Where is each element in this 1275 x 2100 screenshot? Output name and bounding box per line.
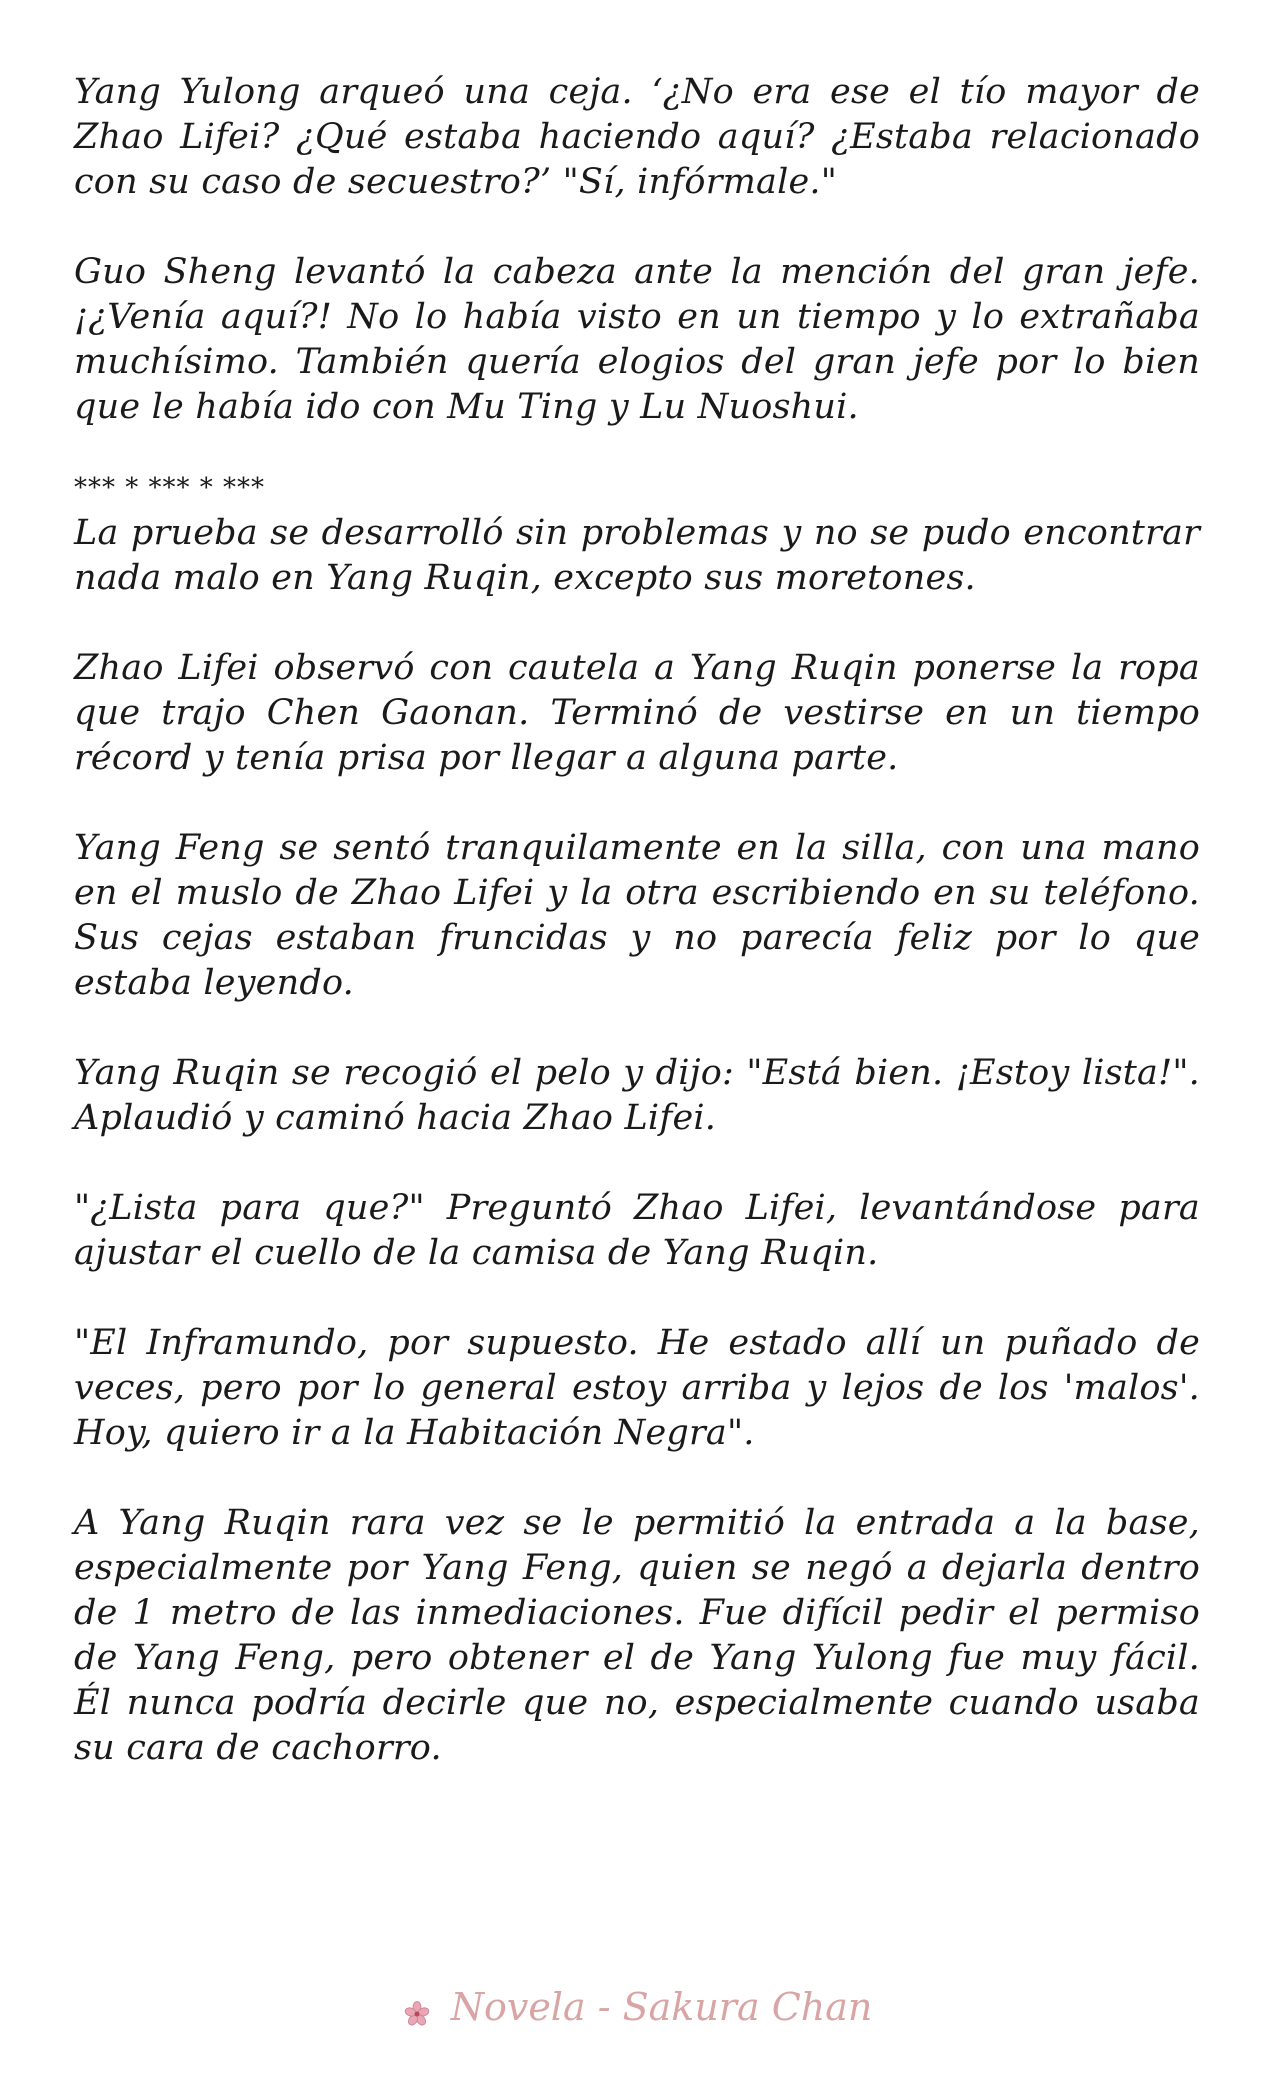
paragraph-9: A Yang Ruqin rara vez se le permitió la entrada a la base, especialmente por Yang Feng, quien se negó a dejarla dentro de 1 metro de las inmediaciones. Fue difícil pedir el permiso de Yang Feng, pero obtener el de Yang Yulong fue muy fácil. Él nunca podría decirle que no, especialmente cuando usaba su cara de cachorro. — [74, 1503, 1200, 1768]
paragraph-1: Yang Yulong arqueó una ceja. ‘¿No era ese el tío mayor de Zhao Lifei? ¿Qué estaba haciendo aquí? ¿Estaba relacionado con su caso de secuestro?’ "Sí, infórmale." — [74, 72, 1200, 202]
paragraph-4: Zhao Lifei observó con cautela a Yang Ruqin ponerse la ropa que trajo Chen Gaonan. Terminó de vestirse en un tiempo récord y tenía prisa por llegar a alguna parte. — [74, 648, 1200, 778]
spacer — [74, 430, 1200, 475]
sakura-flower-icon — [403, 1993, 431, 2021]
paragraph-5: Yang Feng se sentó tranquilamente en la silla, con una mano en el muslo de Zhao Lifei y la otra escribiendo en su teléfono. Sus cejas estaban fruncidas y no parecía feliz por lo que estaba leyendo. — [74, 828, 1200, 1003]
scene-separator: *** * *** * *** — [74, 473, 266, 503]
paragraph-6: Yang Ruqin se recogió el pelo y dijo: "Está bien. ¡Estoy lista!". Aplaudió y caminó hacia Zhao Lifei. — [74, 1053, 1200, 1138]
paragraph-2: Guo Sheng levantó la cabeza ante la mención del gran jefe. ¡¿Venía aquí?! No lo había visto en un tiempo y lo extrañaba muchísimo. También quería elogios del gran jefe por lo bien que le había ido con Mu Ting y Lu Nuoshui. — [74, 252, 1200, 427]
paragraph-3: La prueba se desarrolló sin problemas y no se pudo encontrar nada malo en Yang Ruqin, excepto sus moretones. — [74, 513, 1200, 598]
paragraph-7: "¿Lista para que?" Preguntó Zhao Lifei, levantándose para ajustar el cuello de la camisa de Yang Ruqin. — [74, 1188, 1200, 1273]
watermark — [0, 1985, 1275, 2029]
document-body — [74, 70, 1200, 1771]
paragraph-8: "El Inframundo, por supuesto. He estado allí un puñado de veces, pero por lo general estoy arriba y lejos de los 'malos'. Hoy, quiero ir a la Habitación Negra". — [74, 1323, 1200, 1453]
watermark-text: Novela - Sakura Chan — [450, 1985, 873, 2029]
